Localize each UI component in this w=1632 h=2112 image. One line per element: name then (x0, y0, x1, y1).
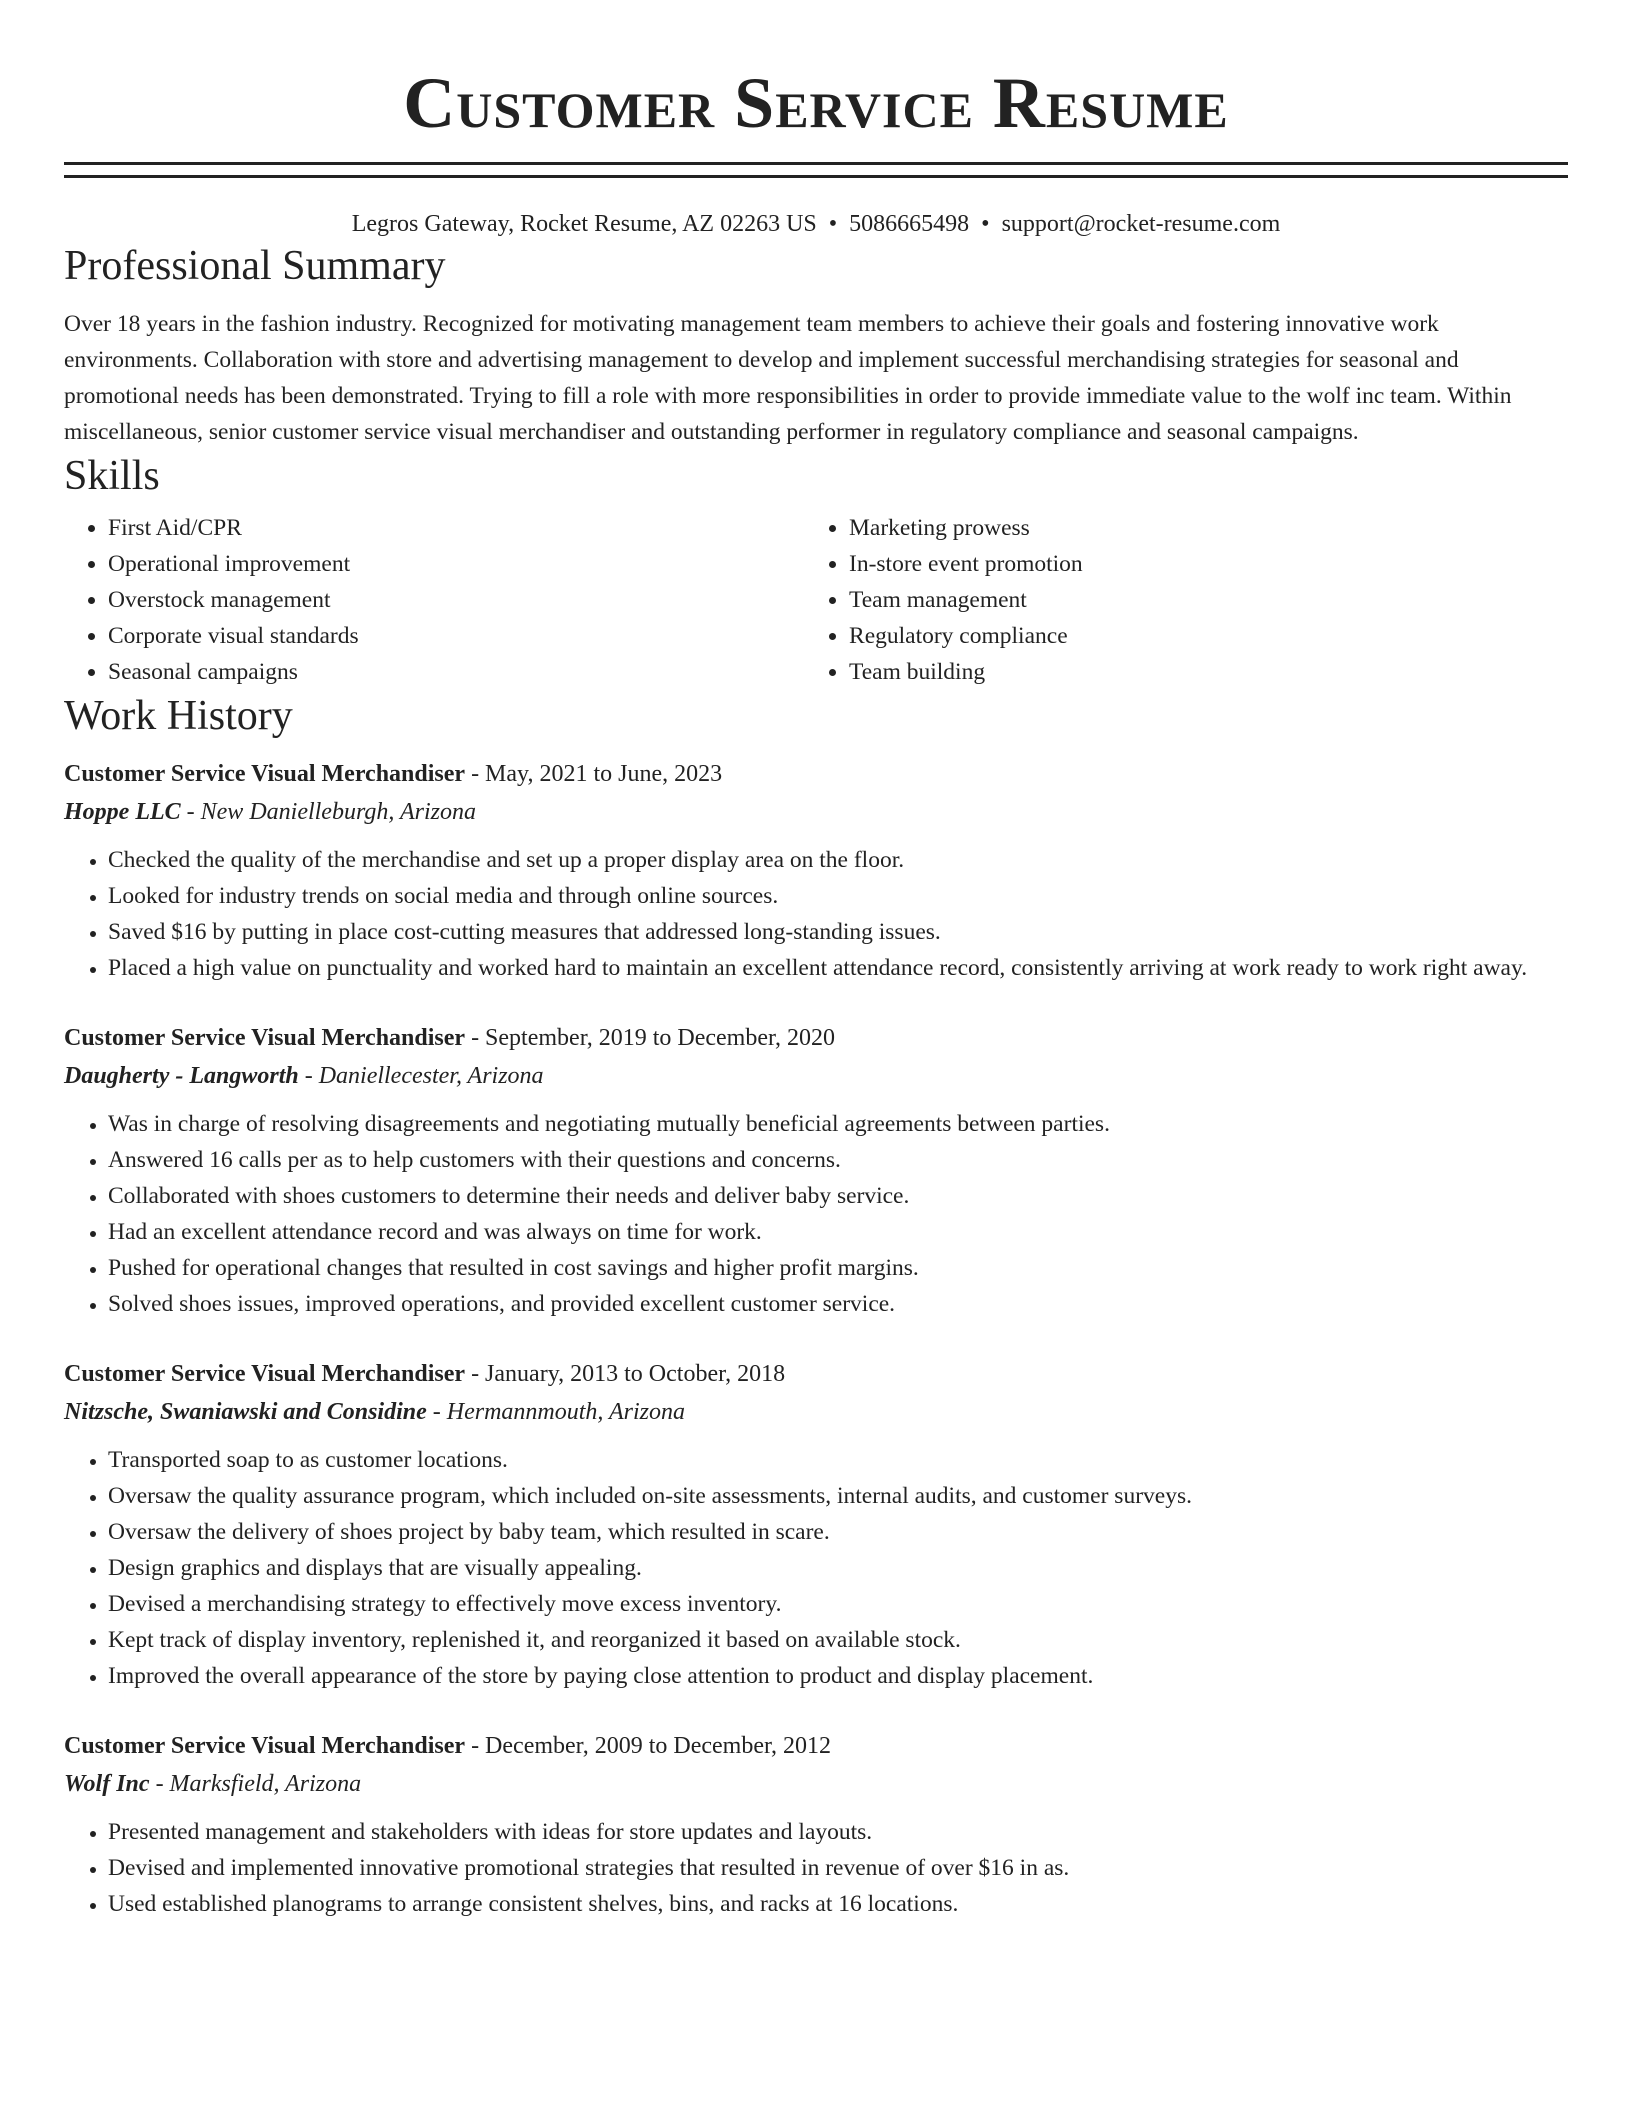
job-bullet: • Answered 16 calls per as to help customers with their questions and concerns. (108, 1142, 1568, 1178)
job-company: Daugherty - Langworth (64, 1063, 299, 1089)
skill-item: • Corporate visual standards (108, 618, 805, 654)
skill-item: • Regulatory compliance (849, 618, 1568, 654)
job-bullets (64, 1814, 1568, 1922)
job-title-line (64, 756, 1568, 792)
resume-page (64, 0, 1568, 1922)
skills-column-left (64, 510, 805, 690)
job-title-line (64, 1728, 1568, 1764)
job-location: - Daniellecester, Arizona (298, 1063, 544, 1089)
job-bullet: • Presented management and stakeholders with ideas for store updates and layouts. (108, 1814, 1568, 1850)
job-bullet: • Placed a high value on punctuality and worked hard to maintain an excellent attendance record, consistently arriving at work ready to work right away. (108, 950, 1568, 986)
summary-text: Over 18 years in the fashion industry. Recognized for motivating management team members to achieve their goals and fostering innovative work environments. Collaboration with store and advertising management to develop and implement successful merchandising strategies for seasonal and promotional needs has been demonstrated. Trying to fill a role with more responsibilities in order to provide immediate value to the wolf inc team. Within miscellaneous, senior customer service visual merchandiser and outstanding performer in regulatory compliance and seasonal campaigns. (64, 311, 1512, 445)
contact-phone: 5086665498 (849, 211, 970, 237)
job-location: - Hermannmouth, Arizona (426, 1399, 685, 1425)
job-bullet: • Kept track of display inventory, replenished it, and reorganized it based on available stock. (108, 1622, 1568, 1658)
skills-column-right (805, 510, 1568, 690)
job-bullet: • Design graphics and displays that are visually appealing. (108, 1550, 1568, 1586)
job-bullet: • Transported soap to as customer locations. (108, 1442, 1568, 1478)
job-title-line (64, 1020, 1568, 1056)
job-bullet: • Looked for industry trends on social media and through online sources. (108, 878, 1568, 914)
job-bullet: • Used established planograms to arrange consistent shelves, bins, and racks at 16 locations. (108, 1886, 1568, 1922)
summary-heading: Professional Summary (64, 243, 446, 289)
skill-item: • Team management (849, 582, 1568, 618)
job-dates: - January, 2013 to October, 2018 (465, 1361, 786, 1387)
job-company-line (64, 1764, 1568, 1804)
job-dates: - December, 2009 to December, 2012 (465, 1733, 832, 1759)
skills-list (64, 510, 1568, 690)
job-entry (64, 1356, 1568, 1694)
job-company-line (64, 1392, 1568, 1432)
contact-address: Legros Gateway, Rocket Resume, AZ 02263 US (351, 211, 817, 237)
skill-item: • First Aid/CPR (108, 510, 805, 546)
title-double-rule (64, 162, 1568, 178)
job-bullet: • Collaborated with shoes customers to determine their needs and deliver baby service. (108, 1178, 1568, 1214)
skills-heading: Skills (64, 453, 160, 499)
skill-item: • Operational improvement (108, 546, 805, 582)
job-bullet: • Had an excellent attendance record and was always on time for work. (108, 1214, 1568, 1250)
job-title: Customer Service Visual Merchandiser (64, 1733, 466, 1759)
skill-item: • Seasonal campaigns (108, 654, 805, 690)
job-dates: - September, 2019 to December, 2020 (465, 1025, 836, 1051)
job-title: Customer Service Visual Merchandiser (64, 1361, 466, 1387)
contact-line (64, 208, 1568, 240)
job-bullets (64, 842, 1568, 986)
job-title: Customer Service Visual Merchandiser (64, 1025, 466, 1051)
job-company: Nitzsche, Swaniawski and Considine (64, 1399, 427, 1425)
contact-separator: • (828, 211, 838, 237)
skill-item: • Team building (849, 654, 1568, 690)
job-company: Wolf Inc (64, 1771, 150, 1797)
job-location: - New Danielleburgh, Arizona (180, 799, 476, 825)
job-company-line (64, 792, 1568, 832)
resume-title: Customer Service Resume (403, 63, 1229, 143)
contact-separator: • (981, 211, 990, 237)
skill-item: • Overstock management (108, 582, 805, 618)
job-bullets (64, 1442, 1568, 1694)
job-location: - Marksfield, Arizona (149, 1771, 362, 1797)
job-bullet: • Devised a merchandising strategy to effectively move excess inventory. (108, 1586, 1568, 1622)
job-bullet: • Devised and implemented innovative promotional strategies that resulted in revenue of over $16 in as. (108, 1850, 1568, 1886)
job-entry (64, 756, 1568, 986)
job-bullet: • Solved shoes issues, improved operations, and provided excellent customer service. (108, 1286, 1568, 1322)
job-company: Hoppe LLC (64, 799, 181, 825)
job-bullet: • Checked the quality of the merchandise and set up a proper display area on the floor. (108, 842, 1568, 878)
job-title: Customer Service Visual Merchandiser (64, 761, 466, 787)
skill-item: • Marketing prowess (849, 510, 1568, 546)
skill-item: • In-store event promotion (849, 546, 1568, 582)
job-bullet: • Oversaw the quality assurance program, which included on-site assessments, internal audits, and customer surveys. (108, 1478, 1568, 1514)
work-history-heading: Work History (64, 693, 293, 739)
job-bullet: • Was in charge of resolving disagreements and negotiating mutually beneficial agreements between parties. (108, 1106, 1568, 1142)
job-company-line (64, 1056, 1568, 1096)
job-dates: - May, 2021 to June, 2023 (465, 761, 723, 787)
job-entry (64, 1728, 1568, 1922)
job-entry (64, 1020, 1568, 1322)
job-bullets (64, 1106, 1568, 1322)
job-bullet: • Saved $16 by putting in place cost-cutting measures that addressed long-standing issues. (108, 914, 1568, 950)
job-bullet: • Oversaw the delivery of shoes project by baby team, which resulted in scare. (108, 1514, 1568, 1550)
contact-email: support@rocket-resume.com (1001, 211, 1281, 237)
job-bullet: • Improved the overall appearance of the store by paying close attention to product and display placement. (108, 1658, 1568, 1694)
job-bullet: • Pushed for operational changes that resulted in cost savings and higher profit margins. (108, 1250, 1568, 1286)
job-title-line (64, 1356, 1568, 1392)
